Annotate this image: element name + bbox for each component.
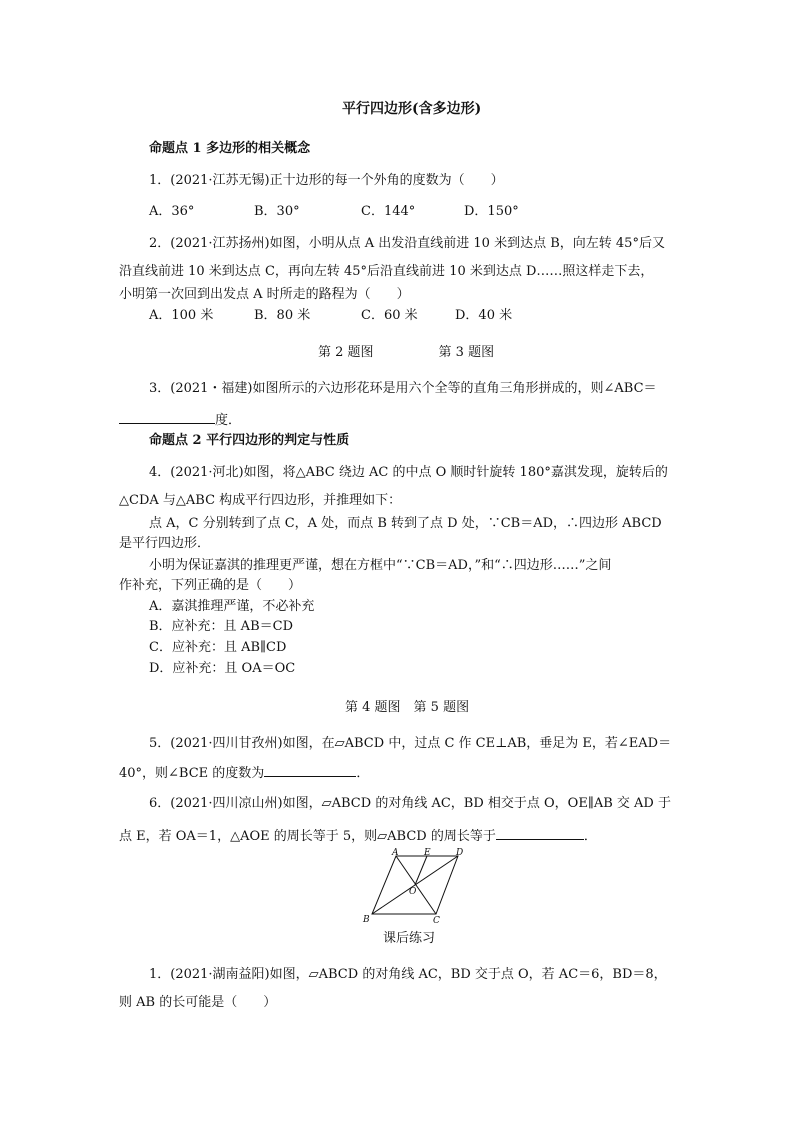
question-4-line: 点 A，C 分别转到了点 C，A 处，而点 B 转到了点 D 处，∵CB＝AD，∴四边形 ABCD — [149, 516, 662, 531]
point-label-a: A — [392, 848, 399, 858]
question-3-line2 — [119, 410, 241, 430]
question-1-option-d: D．150° — [464, 204, 519, 219]
section-heading-2: 命题点 2 平行四边形的判定与性质 — [149, 433, 350, 448]
question-6-line1: 6．(2021·四川凉山州)如图，▱ABCD 的对角线 AC，BD 相交于点 O，OE∥AB 交 AD 于 — [149, 796, 671, 811]
question-4-option-a: A．嘉淇推理严谨，不必补充 — [149, 599, 315, 614]
answer-blank[interactable] — [119, 410, 215, 424]
question-6-prefix: 点 E，若 OA＝1，△AOE 的周长等于 5，则▱ABCD 的周长等于 — [119, 829, 496, 844]
question-4-line: 4．(2021·河北)如图，将△ABC 绕边 AC 的中点 O 顺时针旋转 180°嘉淇发现，旋转后的 — [149, 465, 668, 480]
question-2-line: 小明第一次回到出发点 A 时所走的路程为（ ） — [119, 287, 410, 302]
question-2-option-b: B．80 米 — [254, 308, 311, 323]
question-5-suffix: ． — [356, 766, 370, 781]
question-2-option-d: D．40 米 — [455, 308, 513, 323]
point-label-e: E — [424, 848, 431, 858]
point-label-d: D — [456, 848, 464, 858]
question-2-line: 2．(2021·江苏扬州)如图，小明从点 A 出发沿直线前进 10 米到达点 B，向左转 45°后又 — [149, 236, 665, 251]
question-3-line1: 3．(2021・福建)如图所示的六边形花环是用六个全等的直角三角形拼成的，则∠ABC＝ — [149, 381, 657, 396]
practice-heading: 课后练习 — [383, 931, 436, 946]
question-1-option-b: B．30° — [254, 204, 300, 219]
answer-blank[interactable] — [264, 763, 356, 777]
question-5-line2 — [119, 763, 369, 783]
point-label-b: B — [363, 915, 370, 924]
question-4-line: 是平行四边形． — [119, 536, 211, 551]
question-4-line: △CDA 与△ABC 构成平行四边形，并推理如下： — [119, 493, 402, 508]
question-1-option-a: A．36° — [149, 204, 195, 219]
question-2-option-c: C．60 米 — [361, 308, 418, 323]
question-6-line2 — [119, 826, 597, 846]
question-1-option-c: C．144° — [361, 204, 416, 219]
question-2-line: 沿直线前进 10 米到达点 C，再向左转 45°后沿直线前进 10 米到达点 D……照这样走下去， — [119, 264, 654, 279]
page-title: 平行四边形(含多边形) — [342, 101, 482, 117]
figure-caption-4-5: 第 4 题图 第 5 题图 — [345, 700, 470, 715]
question-3-suffix: 度． — [215, 413, 242, 428]
practice-1-line1: 1．(2021·湖南益阳)如图，▱ABCD 的对角线 AC，BD 交于点 O，若 AC＝6，BD＝8， — [149, 967, 667, 982]
question-4-option-d: D．应补充：且 OA＝OC — [149, 661, 296, 676]
diagonal-ac — [396, 856, 436, 914]
question-4-line: 小明为保证嘉淇的推理更严谨，想在方框中“∵CB＝AD，”和“∴四边形……”之间 — [149, 558, 612, 573]
question-4-line: 作补充，下列正确的是（ ） — [119, 578, 302, 593]
question-5-prefix: 40°，则∠BCE 的度数为 — [119, 766, 265, 781]
question-2-option-a: A．100 米 — [149, 308, 214, 323]
question-4-option-c: C．应补充：且 AB∥CD — [149, 640, 287, 655]
question-1-stem: 1．(2021·江苏无锡)正十边形的每一个外角的度数为（ ） — [149, 173, 504, 188]
question-6-suffix: ． — [583, 829, 597, 844]
question-4-option-b: B．应补充：且 AB＝CD — [149, 619, 293, 634]
figure-caption-2-3: 第 2 题图 第 3 题图 — [318, 345, 495, 360]
point-label-o: O — [409, 887, 417, 897]
practice-1-line2: 则 AB 的长可能是（ ） — [119, 995, 277, 1010]
parallelogram-figure — [355, 848, 471, 924]
section-heading-1: 命题点 1 多边形的相关概念 — [149, 141, 311, 156]
point-label-c: C — [433, 916, 440, 924]
question-5-line1: 5．(2021·四川甘孜州)如图，在▱ABCD 中，过点 C 作 CE⊥AB，垂足为 E，若∠EAD＝ — [149, 736, 672, 751]
answer-blank[interactable] — [496, 826, 584, 840]
